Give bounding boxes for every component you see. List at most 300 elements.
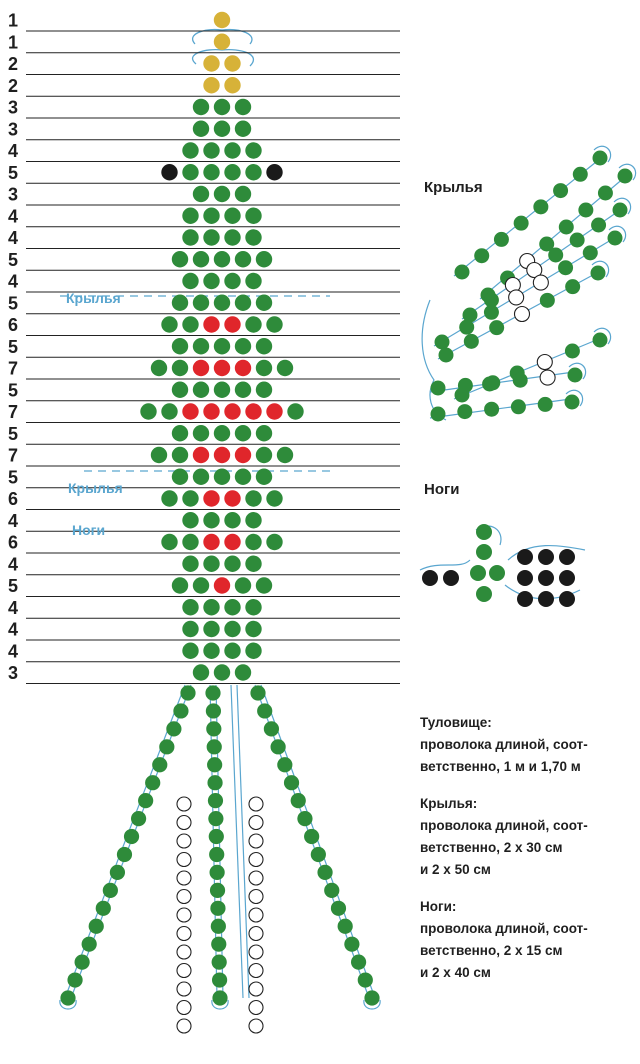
wing-bead xyxy=(494,232,509,247)
green-bead xyxy=(235,338,251,354)
tail-strands xyxy=(60,685,379,1033)
red-bead xyxy=(266,403,282,419)
green-bead xyxy=(256,577,272,593)
red-bead xyxy=(224,490,240,506)
empty-bead xyxy=(177,797,191,811)
green-bead xyxy=(193,295,209,311)
leg-green-bead xyxy=(470,565,486,581)
wing-bead xyxy=(439,348,454,363)
leg-black-bead xyxy=(538,591,554,607)
green-bead xyxy=(245,643,261,659)
wings-title: Крылья xyxy=(424,179,483,196)
tail-bead xyxy=(250,685,265,700)
row-number: 4 xyxy=(8,206,19,227)
green-bead xyxy=(193,338,209,354)
tail-bead xyxy=(271,739,286,754)
green-bead xyxy=(214,664,230,680)
empty-bead xyxy=(249,1001,263,1015)
green-bead xyxy=(193,186,209,202)
row-number: 4 xyxy=(8,554,19,575)
wing-bead xyxy=(598,186,613,201)
tail-bead xyxy=(358,972,373,987)
green-bead xyxy=(182,490,198,506)
green-bead xyxy=(172,360,188,376)
green-bead xyxy=(214,469,230,485)
wing-bead xyxy=(618,169,633,184)
green-bead xyxy=(182,208,198,224)
row-number: 4 xyxy=(8,510,19,531)
tail-bead xyxy=(206,721,221,736)
red-bead xyxy=(224,403,240,419)
tail-bead xyxy=(180,685,195,700)
green-bead xyxy=(256,251,272,267)
empty-bead xyxy=(177,853,191,867)
tail-bead xyxy=(209,847,224,862)
green-bead xyxy=(235,121,251,137)
yellow-bead xyxy=(224,77,240,93)
row-number: 7 xyxy=(8,358,19,379)
tail-bead xyxy=(211,937,226,952)
green-bead xyxy=(203,164,219,180)
green-bead xyxy=(224,599,240,615)
green-bead xyxy=(203,142,219,158)
yellow-bead xyxy=(224,55,240,71)
row-number: 5 xyxy=(8,336,19,357)
red-bead xyxy=(193,360,209,376)
wing-bead xyxy=(593,151,608,166)
green-bead xyxy=(214,425,230,441)
leg-black-bead xyxy=(517,591,533,607)
leg-black-bead xyxy=(517,549,533,565)
green-bead xyxy=(193,425,209,441)
red-bead xyxy=(245,403,261,419)
tail-bead xyxy=(324,883,339,898)
empty-bead xyxy=(249,964,263,978)
wing-bead xyxy=(570,233,585,248)
red-bead xyxy=(203,534,219,550)
wing-bead xyxy=(538,397,553,412)
green-bead xyxy=(256,295,272,311)
leg-black-bead xyxy=(422,570,438,586)
wing-bead xyxy=(459,320,474,335)
green-bead xyxy=(214,99,230,115)
green-bead xyxy=(203,273,219,289)
legend-legs-line: ветственно, 2 х 15 см xyxy=(420,943,563,958)
green-bead xyxy=(224,229,240,245)
wing-bead xyxy=(511,399,526,414)
green-bead xyxy=(182,599,198,615)
tail-bead xyxy=(331,901,346,916)
wing-bead xyxy=(485,375,500,390)
row-numbers xyxy=(8,11,18,684)
tail-bead xyxy=(277,757,292,772)
leg-green-bead xyxy=(476,544,492,560)
empty-bead xyxy=(177,982,191,996)
tail-bead xyxy=(96,901,111,916)
tail-bead xyxy=(138,793,153,808)
leg-black-bead xyxy=(559,570,575,586)
green-bead xyxy=(235,99,251,115)
row-number: 6 xyxy=(8,532,19,553)
green-bead xyxy=(182,229,198,245)
empty-bead xyxy=(249,834,263,848)
red-bead xyxy=(214,577,230,593)
green-bead xyxy=(161,534,177,550)
red-bead xyxy=(214,360,230,376)
green-bead xyxy=(224,164,240,180)
tail-bead xyxy=(207,739,222,754)
tail-bead xyxy=(211,919,226,934)
green-bead xyxy=(224,512,240,528)
empty-bead xyxy=(177,908,191,922)
green-bead xyxy=(172,382,188,398)
green-bead xyxy=(245,621,261,637)
empty-bead xyxy=(249,890,263,904)
green-bead xyxy=(182,316,198,332)
row-number: 4 xyxy=(8,228,19,248)
legend-wings xyxy=(420,793,635,881)
wing-bead xyxy=(559,220,574,235)
leg-wire xyxy=(420,526,585,599)
empty-bead xyxy=(249,982,263,996)
green-bead xyxy=(235,469,251,485)
green-bead xyxy=(193,664,209,680)
tail-bead xyxy=(317,865,332,880)
tail-bead xyxy=(208,811,223,826)
leg-black-bead xyxy=(538,549,554,565)
green-bead xyxy=(277,360,293,376)
green-bead xyxy=(214,295,230,311)
row-number: 1 xyxy=(8,32,19,53)
wings-marker-label-1: Крылья xyxy=(66,290,121,306)
green-bead xyxy=(287,403,303,419)
leg-black-bead xyxy=(559,549,575,565)
tail-bead xyxy=(152,757,167,772)
yellow-bead xyxy=(214,12,230,28)
row-number: 6 xyxy=(8,315,19,335)
row-number: 3 xyxy=(8,663,19,683)
tail-bead xyxy=(284,775,299,790)
legend-legs-line: и 2 х 40 см xyxy=(420,965,491,980)
empty-bead xyxy=(177,1001,191,1015)
leg-black-bead xyxy=(443,570,459,586)
leg-green-bead xyxy=(476,586,492,602)
tail-bead xyxy=(110,865,125,880)
green-bead xyxy=(172,425,188,441)
row-number: 7 xyxy=(8,402,19,422)
green-bead xyxy=(277,447,293,463)
wing-bead xyxy=(565,395,580,410)
wing-bead xyxy=(464,334,479,349)
tail-bead xyxy=(208,793,223,808)
wing-bead xyxy=(513,373,528,388)
eye-bead xyxy=(266,164,282,180)
body-beads xyxy=(140,12,303,681)
tail-wire xyxy=(237,685,249,998)
row-number: 3 xyxy=(8,97,19,118)
legend-legs xyxy=(420,896,635,984)
wing-bead xyxy=(540,293,555,308)
green-bead xyxy=(203,643,219,659)
empty-bead xyxy=(177,816,191,830)
green-bead xyxy=(214,121,230,137)
tail-bead xyxy=(166,721,181,736)
green-bead xyxy=(245,316,261,332)
tail-bead xyxy=(264,721,279,736)
tail-bead xyxy=(145,775,160,790)
row-number: 6 xyxy=(8,489,19,509)
row-number: 3 xyxy=(8,184,19,205)
row-number: 5 xyxy=(8,467,19,488)
red-bead xyxy=(214,447,230,463)
empty-bead xyxy=(249,871,263,885)
empty-bead xyxy=(249,927,263,941)
legend-wings-line: проволока длиной, соот- xyxy=(420,818,588,833)
green-bead xyxy=(245,229,261,245)
green-bead xyxy=(266,490,282,506)
green-bead xyxy=(224,273,240,289)
green-bead xyxy=(182,142,198,158)
legend-wings-line: и 2 х 50 см xyxy=(420,862,491,877)
wing-empty-bead xyxy=(537,355,552,370)
green-bead xyxy=(214,251,230,267)
red-bead xyxy=(203,316,219,332)
green-bead xyxy=(224,556,240,572)
green-bead xyxy=(256,338,272,354)
green-bead xyxy=(256,447,272,463)
empty-bead xyxy=(177,890,191,904)
green-bead xyxy=(214,338,230,354)
tail-bead xyxy=(212,972,227,987)
empty-bead xyxy=(249,816,263,830)
tail-bead xyxy=(131,811,146,826)
row-number: 7 xyxy=(8,445,19,466)
row-number: 3 xyxy=(8,119,19,140)
empty-bead xyxy=(249,853,263,867)
green-bead xyxy=(235,251,251,267)
wing-bead xyxy=(593,333,608,348)
empty-bead xyxy=(249,908,263,922)
tail-bead xyxy=(257,703,272,718)
legend-legs-heading: Ноги: xyxy=(420,899,457,914)
green-bead xyxy=(235,186,251,202)
green-bead xyxy=(245,490,261,506)
wing-empty-bead xyxy=(533,275,548,290)
wing-bead xyxy=(455,265,470,280)
empty-bead xyxy=(249,1019,263,1033)
green-bead xyxy=(245,164,261,180)
wing-bead xyxy=(548,248,563,263)
wing-empty-bead xyxy=(540,370,555,385)
row-number: 2 xyxy=(8,75,19,96)
wing-bead xyxy=(533,199,548,214)
wing-bead xyxy=(474,248,489,263)
red-bead xyxy=(235,360,251,376)
green-bead xyxy=(245,599,261,615)
green-bead xyxy=(235,382,251,398)
green-bead xyxy=(182,534,198,550)
tail-bead xyxy=(124,829,139,844)
tail-bead xyxy=(89,919,104,934)
tail-bead xyxy=(75,955,90,970)
wings-marker-label-2: Крылья xyxy=(68,480,123,496)
green-bead xyxy=(193,99,209,115)
green-bead xyxy=(245,208,261,224)
green-bead xyxy=(182,273,198,289)
legend xyxy=(420,712,635,999)
green-bead xyxy=(203,556,219,572)
wing-bead xyxy=(608,231,623,246)
green-bead xyxy=(245,534,261,550)
wing-bead xyxy=(489,320,504,335)
legend-wings-line: ветственно, 2 х 30 см xyxy=(420,840,563,855)
legend-torso-line: ветственно, 1 м и 1,70 м xyxy=(420,759,581,774)
green-bead xyxy=(224,643,240,659)
wing-bead xyxy=(553,183,568,198)
green-bead xyxy=(193,577,209,593)
tail-bead xyxy=(364,990,379,1005)
yellow-bead xyxy=(214,34,230,50)
red-bead xyxy=(235,447,251,463)
wing-empty-bead xyxy=(509,290,524,305)
wing-wire xyxy=(430,398,578,418)
green-bead xyxy=(182,556,198,572)
tail-bead xyxy=(205,685,220,700)
empty-bead xyxy=(177,964,191,978)
tail-bead xyxy=(210,865,225,880)
green-bead xyxy=(151,447,167,463)
green-bead xyxy=(193,469,209,485)
green-bead xyxy=(245,142,261,158)
wing-empty-bead xyxy=(515,307,530,322)
green-bead xyxy=(235,425,251,441)
green-bead xyxy=(203,599,219,615)
green-bead xyxy=(235,295,251,311)
empty-bead xyxy=(249,945,263,959)
wing-bead xyxy=(591,218,606,233)
tail-bead xyxy=(338,919,353,934)
tail-bead xyxy=(207,757,222,772)
green-bead xyxy=(203,229,219,245)
legs-marker-label: Ноги xyxy=(72,522,106,538)
green-bead xyxy=(172,577,188,593)
green-bead xyxy=(256,469,272,485)
green-bead xyxy=(182,643,198,659)
tail-bead xyxy=(210,901,225,916)
green-bead xyxy=(214,186,230,202)
green-bead xyxy=(193,251,209,267)
yellow-bead xyxy=(203,77,219,93)
green-bead xyxy=(245,273,261,289)
green-bead xyxy=(203,621,219,637)
tail-bead xyxy=(103,883,118,898)
green-bead xyxy=(161,316,177,332)
leg-black-bead xyxy=(559,591,575,607)
wing-bead xyxy=(431,381,446,396)
empty-bead xyxy=(177,1019,191,1033)
row-lines xyxy=(26,31,400,684)
wing-bead xyxy=(568,368,583,383)
red-bead xyxy=(203,403,219,419)
wing-bead xyxy=(565,344,580,359)
green-bead xyxy=(214,382,230,398)
tail-bead xyxy=(304,829,319,844)
green-bead xyxy=(172,469,188,485)
wing-bead xyxy=(573,167,588,182)
green-bead xyxy=(245,556,261,572)
tail-bead xyxy=(82,937,97,952)
tail-bead xyxy=(351,955,366,970)
leg-black-bead xyxy=(517,570,533,586)
tail-bead xyxy=(173,703,188,718)
row-number: 4 xyxy=(8,271,19,292)
legend-torso xyxy=(420,712,635,778)
tail-bead xyxy=(209,829,224,844)
empty-bead xyxy=(177,871,191,885)
row-number: 5 xyxy=(8,423,19,444)
tail-wire xyxy=(231,685,243,998)
green-bead xyxy=(182,164,198,180)
green-bead xyxy=(193,382,209,398)
eye-bead xyxy=(161,164,177,180)
tail-bead xyxy=(60,990,75,1005)
green-bead xyxy=(172,295,188,311)
wing-bead xyxy=(583,245,598,260)
wing-bead xyxy=(431,407,446,422)
tail-bead xyxy=(297,811,312,826)
leg-green-bead xyxy=(476,524,492,540)
row-number: 5 xyxy=(8,576,19,596)
yellow-bead xyxy=(203,55,219,71)
wing-wire xyxy=(430,371,581,392)
green-bead xyxy=(235,577,251,593)
green-bead xyxy=(161,403,177,419)
tail-bead xyxy=(212,990,227,1005)
green-bead xyxy=(203,512,219,528)
row-number: 4 xyxy=(8,141,19,161)
row-number: 4 xyxy=(8,619,19,640)
tail-bead xyxy=(159,739,174,754)
wing-bead xyxy=(578,203,593,218)
row-number: 5 xyxy=(8,380,19,401)
legs-title: Ноги xyxy=(424,481,460,498)
tail-bead xyxy=(210,883,225,898)
green-bead xyxy=(266,316,282,332)
green-bead xyxy=(256,360,272,376)
green-bead xyxy=(182,512,198,528)
green-bead xyxy=(203,208,219,224)
wing-bead xyxy=(484,402,499,417)
green-bead xyxy=(193,121,209,137)
green-bead xyxy=(224,142,240,158)
tail-bead xyxy=(67,972,82,987)
legend-torso-heading: Туловище: xyxy=(420,715,492,730)
green-bead xyxy=(245,512,261,528)
tail-bead xyxy=(207,775,222,790)
red-bead xyxy=(182,403,198,419)
tail-bead xyxy=(212,955,227,970)
row-number: 5 xyxy=(8,249,19,270)
wing-bead xyxy=(514,216,529,231)
green-bead xyxy=(140,403,156,419)
empty-bead xyxy=(249,797,263,811)
green-bead xyxy=(151,360,167,376)
wing-bead xyxy=(435,335,450,350)
green-bead xyxy=(172,338,188,354)
green-bead xyxy=(224,621,240,637)
red-bead xyxy=(224,534,240,550)
legend-torso-line: проволока длиной, соот- xyxy=(420,737,588,752)
